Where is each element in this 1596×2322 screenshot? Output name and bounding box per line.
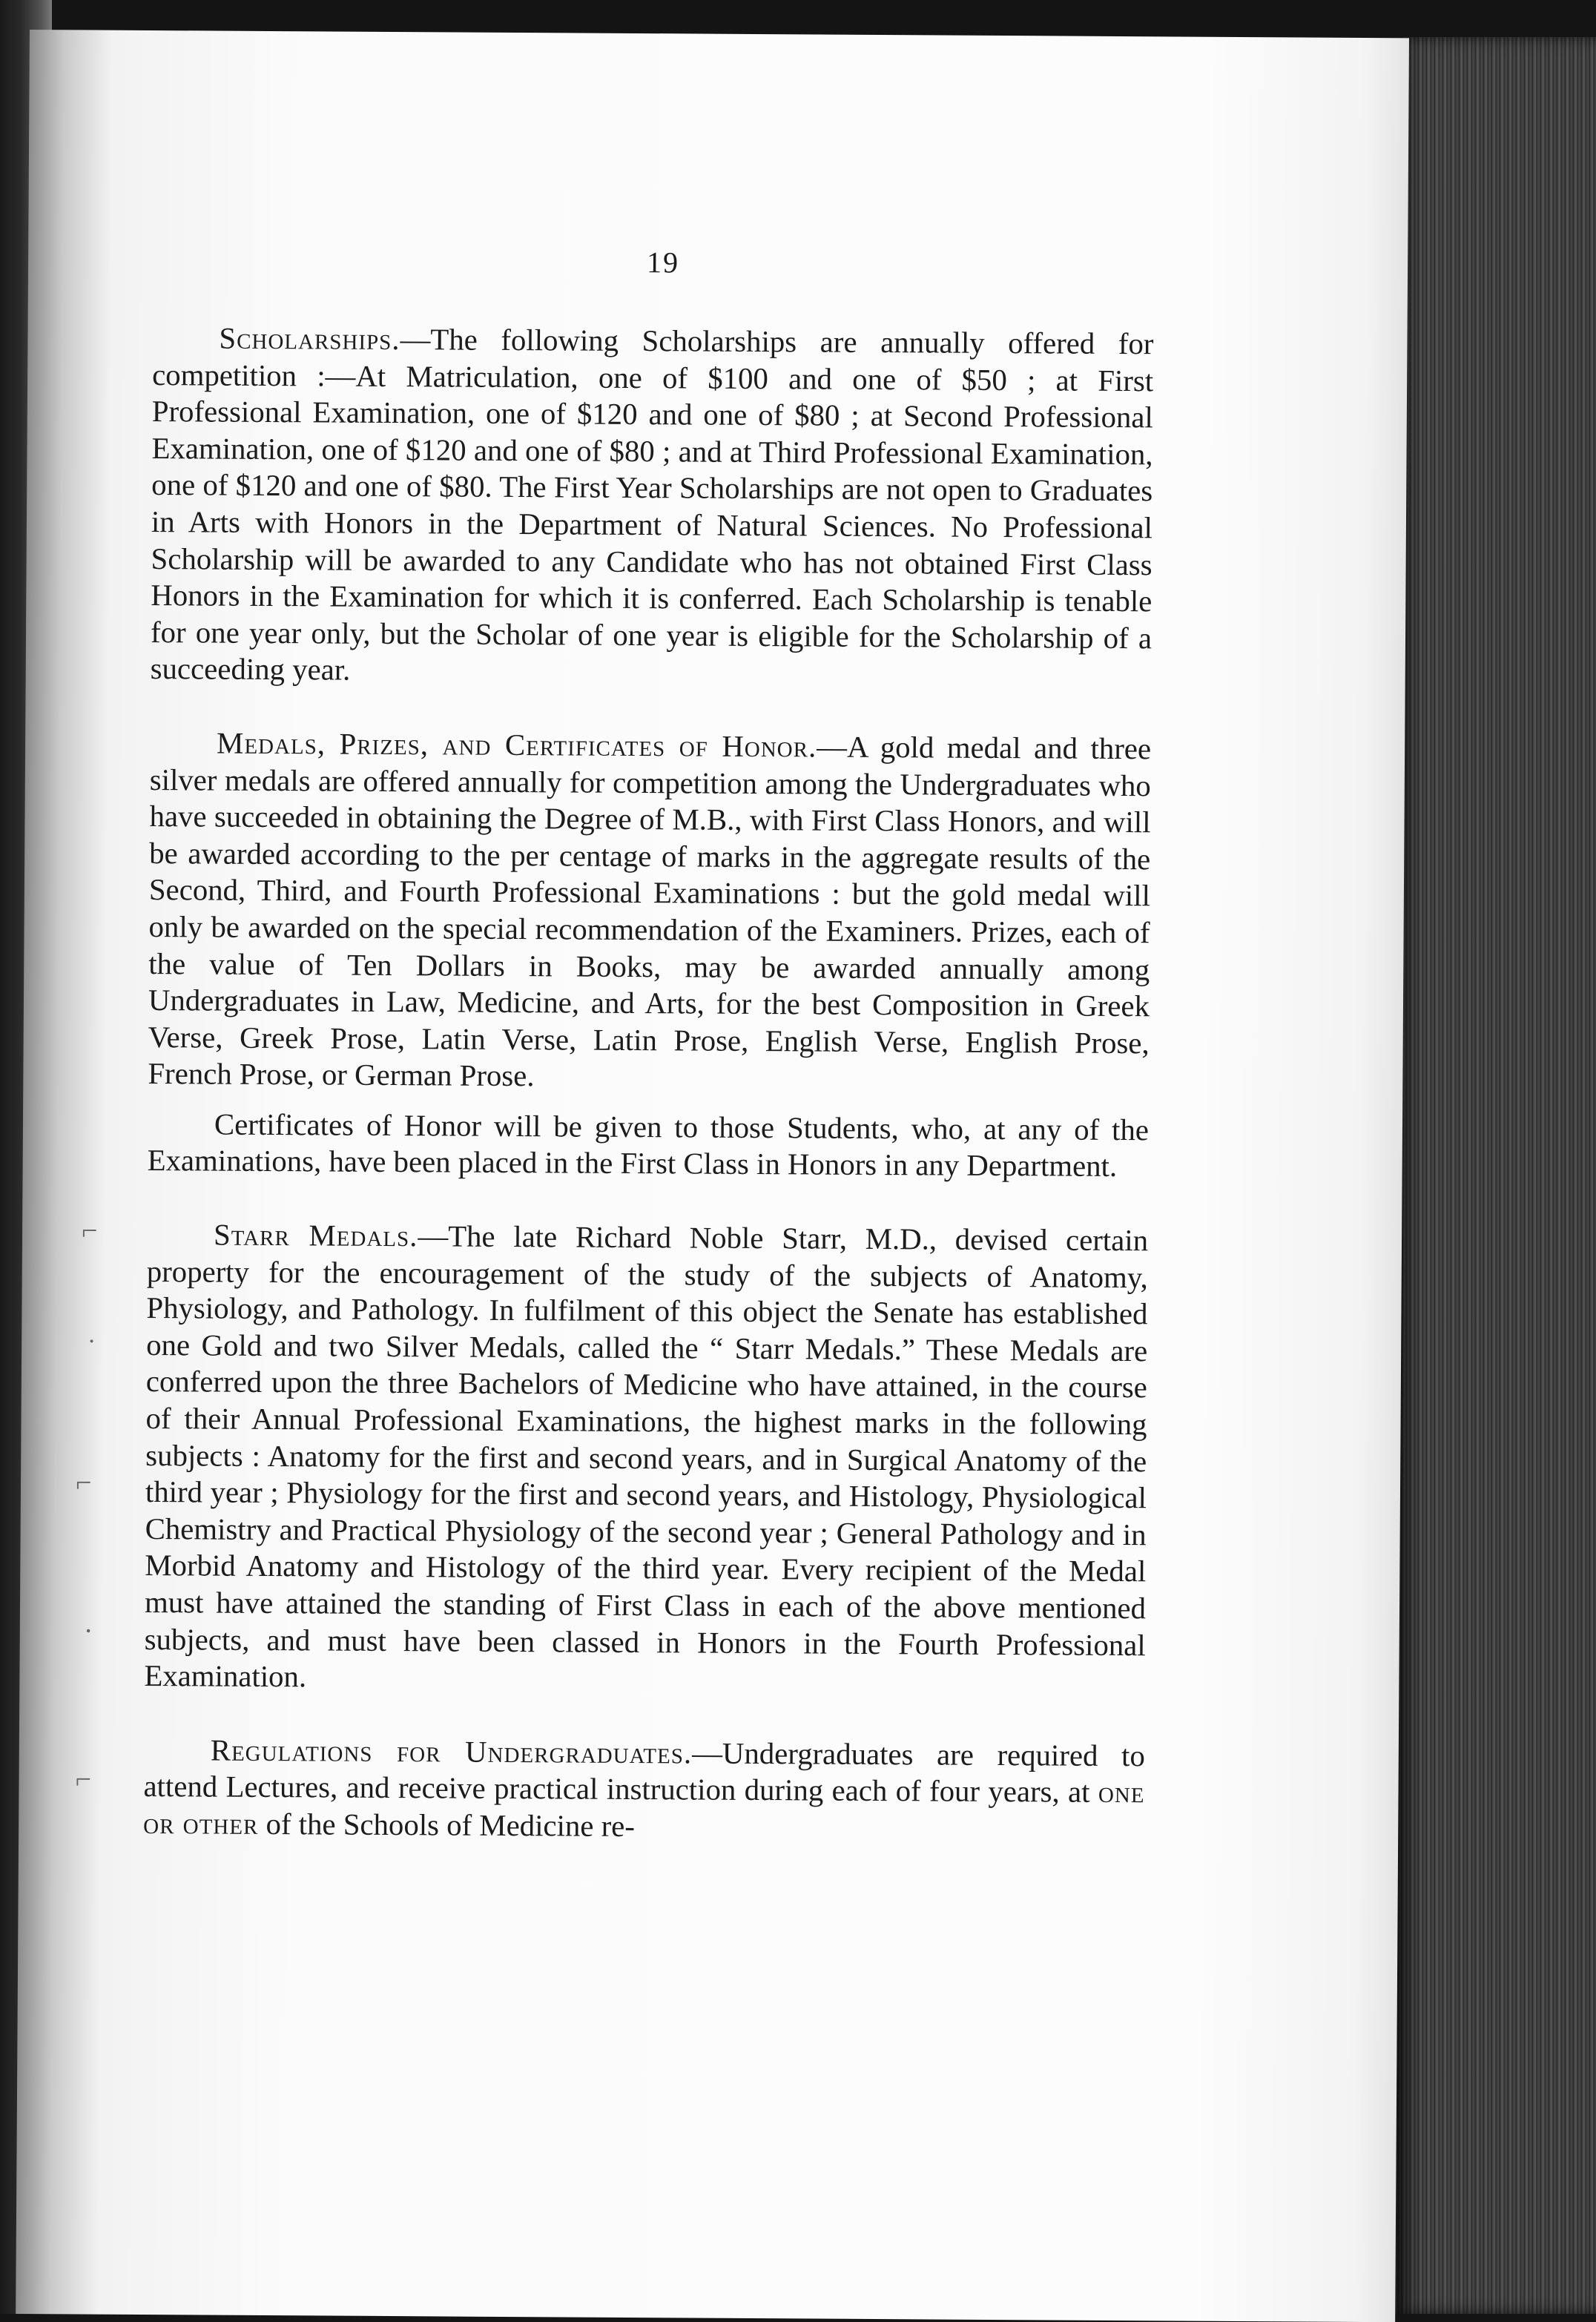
paragraph-regulations xyxy=(143,1732,1145,1848)
book-page xyxy=(16,30,1409,2322)
paragraph-starr-medals xyxy=(144,1216,1148,1701)
text-certificates: Certificates of Honor will be given to those Students, who, at any of the Examinations, have been placed in the First Class in Honors in any Department. xyxy=(147,1107,1150,1184)
heading-scholarships: Scholarships. xyxy=(219,321,400,357)
body-text xyxy=(143,320,1154,1848)
text-regulations: —Undergraduates are required to attend Lectures, and receive practical instruction during each of four years, at xyxy=(143,1736,1145,1810)
page-number: 19 xyxy=(646,245,680,280)
text-medals-prizes: —A gold medal and three silver medals are offered annually for competition among the Undergraduates who have succeeded in obtaining the Degree of M.B., with First Class Honors, and will be awarded according to the per centage of marks in the aggregate results of the Second, Third, and Fourth Professional Examinations : but the gold medal will only be awarded on the special recommendation of the Examiners. Prizes, each of the value of Ten Dollars in Books, may be awarded annually among Undergraduates in Law, Medicine, and Arts, for the best Composition in Greek Verse, Greek Prose, Latin Verse, Latin Prose, English Verse, English Prose, French Prose, or German Prose. xyxy=(148,730,1152,1093)
emphasis-one-or-other: one or other xyxy=(143,1775,1145,1841)
paragraph-medals-prizes xyxy=(148,725,1151,1098)
text-regulations-end: of the Schools of Medicine re- xyxy=(258,1807,636,1843)
paragraph-certificates xyxy=(148,1106,1150,1185)
text-starr-medals: —The late Richard Noble Starr, M.D., devised certain property for the encouragement of the study of the subjects of Anatomy, Physiology, and Pathology. In fulfilment of this object the Senate has established one Gold and two Silver Medals, called the “ Starr Medals.” These Medals are conferred upon the three Bachelors of Medicine who have attained, in the course of their Annual Professional Examinations, the highest marks in the following subjects : Anatomy for the first and second years, and in Surgical Anatomy of the third year ; Physiology for the first and second years, and Histology, Physiological Chemistry and Practical Physiology of the second year ; General Pathology and in Morbid Anatomy and Histology of the third year. Every recipient of the Medal must have attained the standing of First Class in each of the above mentioned subjects, and must have been classed in Honors in the Fourth Professional Examination. xyxy=(144,1219,1149,1694)
paragraph-scholarships xyxy=(151,320,1154,693)
heading-regulations: Regulations for Undergraduates. xyxy=(210,1733,693,1770)
margin-marks: ⌐ ˙ ⌐ · ⌐ xyxy=(75,1215,98,1795)
heading-medals-prizes: Medals, Prizes, and Certificates of Honor. xyxy=(216,726,817,764)
book-page-stack-edge xyxy=(1394,37,1596,2314)
text-scholarships: —The following Scholarships are annually offered for competition :—At Matriculation, one of $100 and one of $50 ; at First Professional Examination, one of $120 and one of $80 ; at Second Professional Examination, one of $120 and one of $80 ; and at Third Professional Examination, one of $120 and one of $80. The First Year Scholarships are not open to Graduates in Arts with Honors in the Department of Natural Sciences. No Professional Scholarship will be awarded to any Candidate who has not obtained First Class Honors in the Examination for which it is conferred. Each Scholarship is tenable for one year only, but the Scholar of one year is eligible for the Scholarship of a succeeding year. xyxy=(150,323,1154,687)
heading-starr-medals: Starr Medals. xyxy=(213,1218,418,1253)
